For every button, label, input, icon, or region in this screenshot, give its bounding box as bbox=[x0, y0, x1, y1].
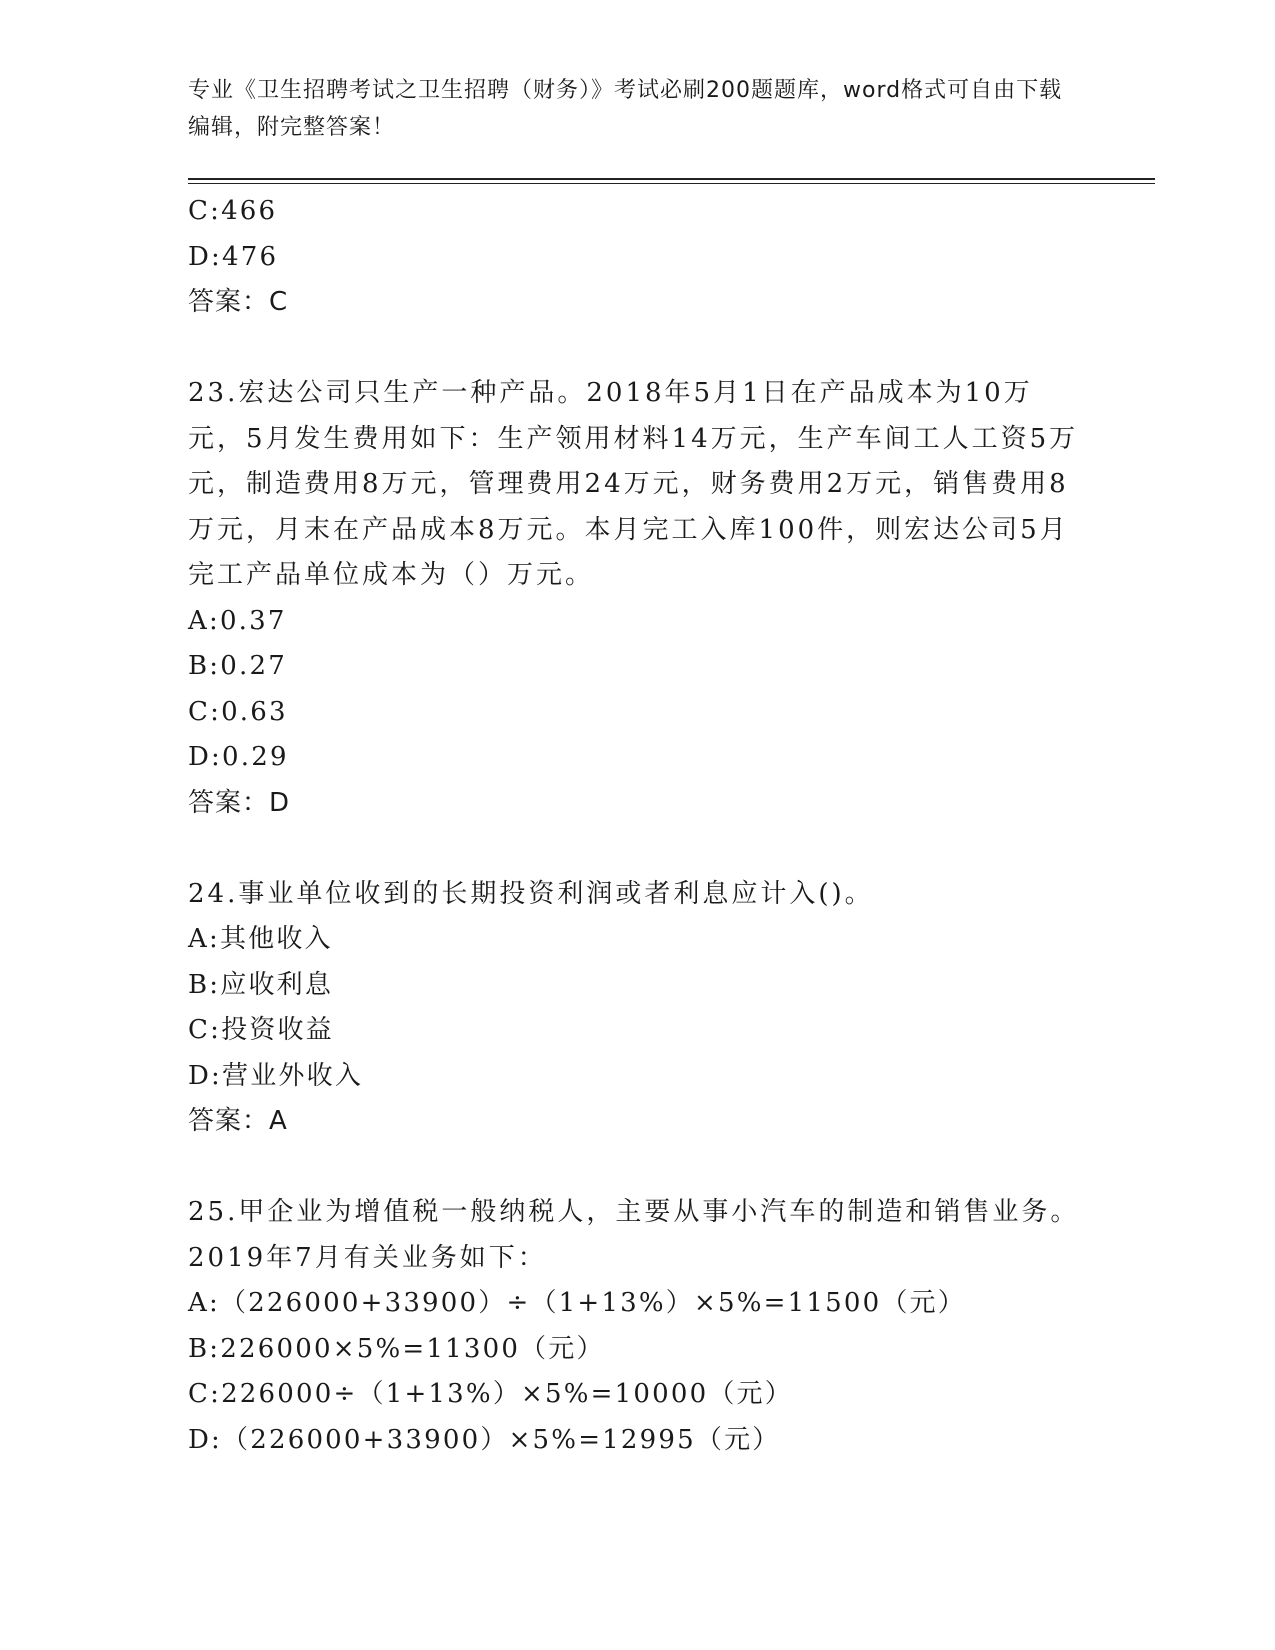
header-title: 专业《卫生招聘考试之卫生招聘（财务）》考试必刷200题题库，word格式可自由下载编辑，附完整答案！ bbox=[188, 78, 1063, 140]
answer-line: 答案：A bbox=[188, 1106, 288, 1136]
header-rule-thin bbox=[188, 183, 1155, 184]
document-body bbox=[188, 189, 1088, 1463]
option-b: B:0.27 bbox=[188, 651, 287, 681]
question-stem: 25.甲企业为增值税一般纳税人，主要从事小汽车的制造和销售业务。2019年7月有关业务如下： bbox=[188, 1197, 1080, 1273]
option-d: D:476 bbox=[188, 241, 279, 272]
option-c: C:0.63 bbox=[188, 696, 288, 727]
option-a: A:（226000+33900）÷（1+13%）×5%=11500（元） bbox=[188, 1288, 966, 1318]
question-24 bbox=[188, 872, 1088, 1145]
question-23 bbox=[188, 371, 1088, 826]
page-header bbox=[188, 72, 1068, 146]
question-25 bbox=[188, 1190, 1088, 1463]
option-c: C:投资收益 bbox=[188, 1015, 334, 1045]
option-c: C:466 bbox=[188, 196, 278, 226]
question-stem: 24.事业单位收到的长期投资利润或者利息应计入()。 bbox=[188, 878, 874, 909]
header-rule-thick bbox=[188, 178, 1155, 180]
option-c: C:226000÷（1+13%）×5%=10000（元） bbox=[188, 1379, 793, 1409]
option-a: A:0.37 bbox=[188, 605, 287, 636]
option-b: B:226000×5%=11300（元） bbox=[188, 1333, 605, 1364]
option-d: D:营业外收入 bbox=[188, 1060, 364, 1091]
option-d: D:（226000+33900）×5%=12995（元） bbox=[188, 1424, 781, 1455]
answer-line: 答案：C bbox=[188, 287, 289, 317]
question-22-continuation bbox=[188, 189, 1088, 326]
option-b: B:应收利息 bbox=[188, 969, 334, 1000]
answer-line: 答案：D bbox=[188, 787, 291, 818]
question-stem: 23.宏达公司只生产一种产品。2018年5月1日在产品成本为10万元，5月发生费用如下：生产领用材料14万元，生产车间工人工资5万元，制造费用8万元，管理费用24万元，财务费用2万元，销售费用8万元，月末在产品成本8万元。本月完工入库100件，则宏达公司5月完工产品单位成本为（）万元。 bbox=[188, 378, 1079, 590]
option-d: D:0.29 bbox=[188, 742, 289, 772]
option-a: A:其他收入 bbox=[188, 924, 333, 954]
